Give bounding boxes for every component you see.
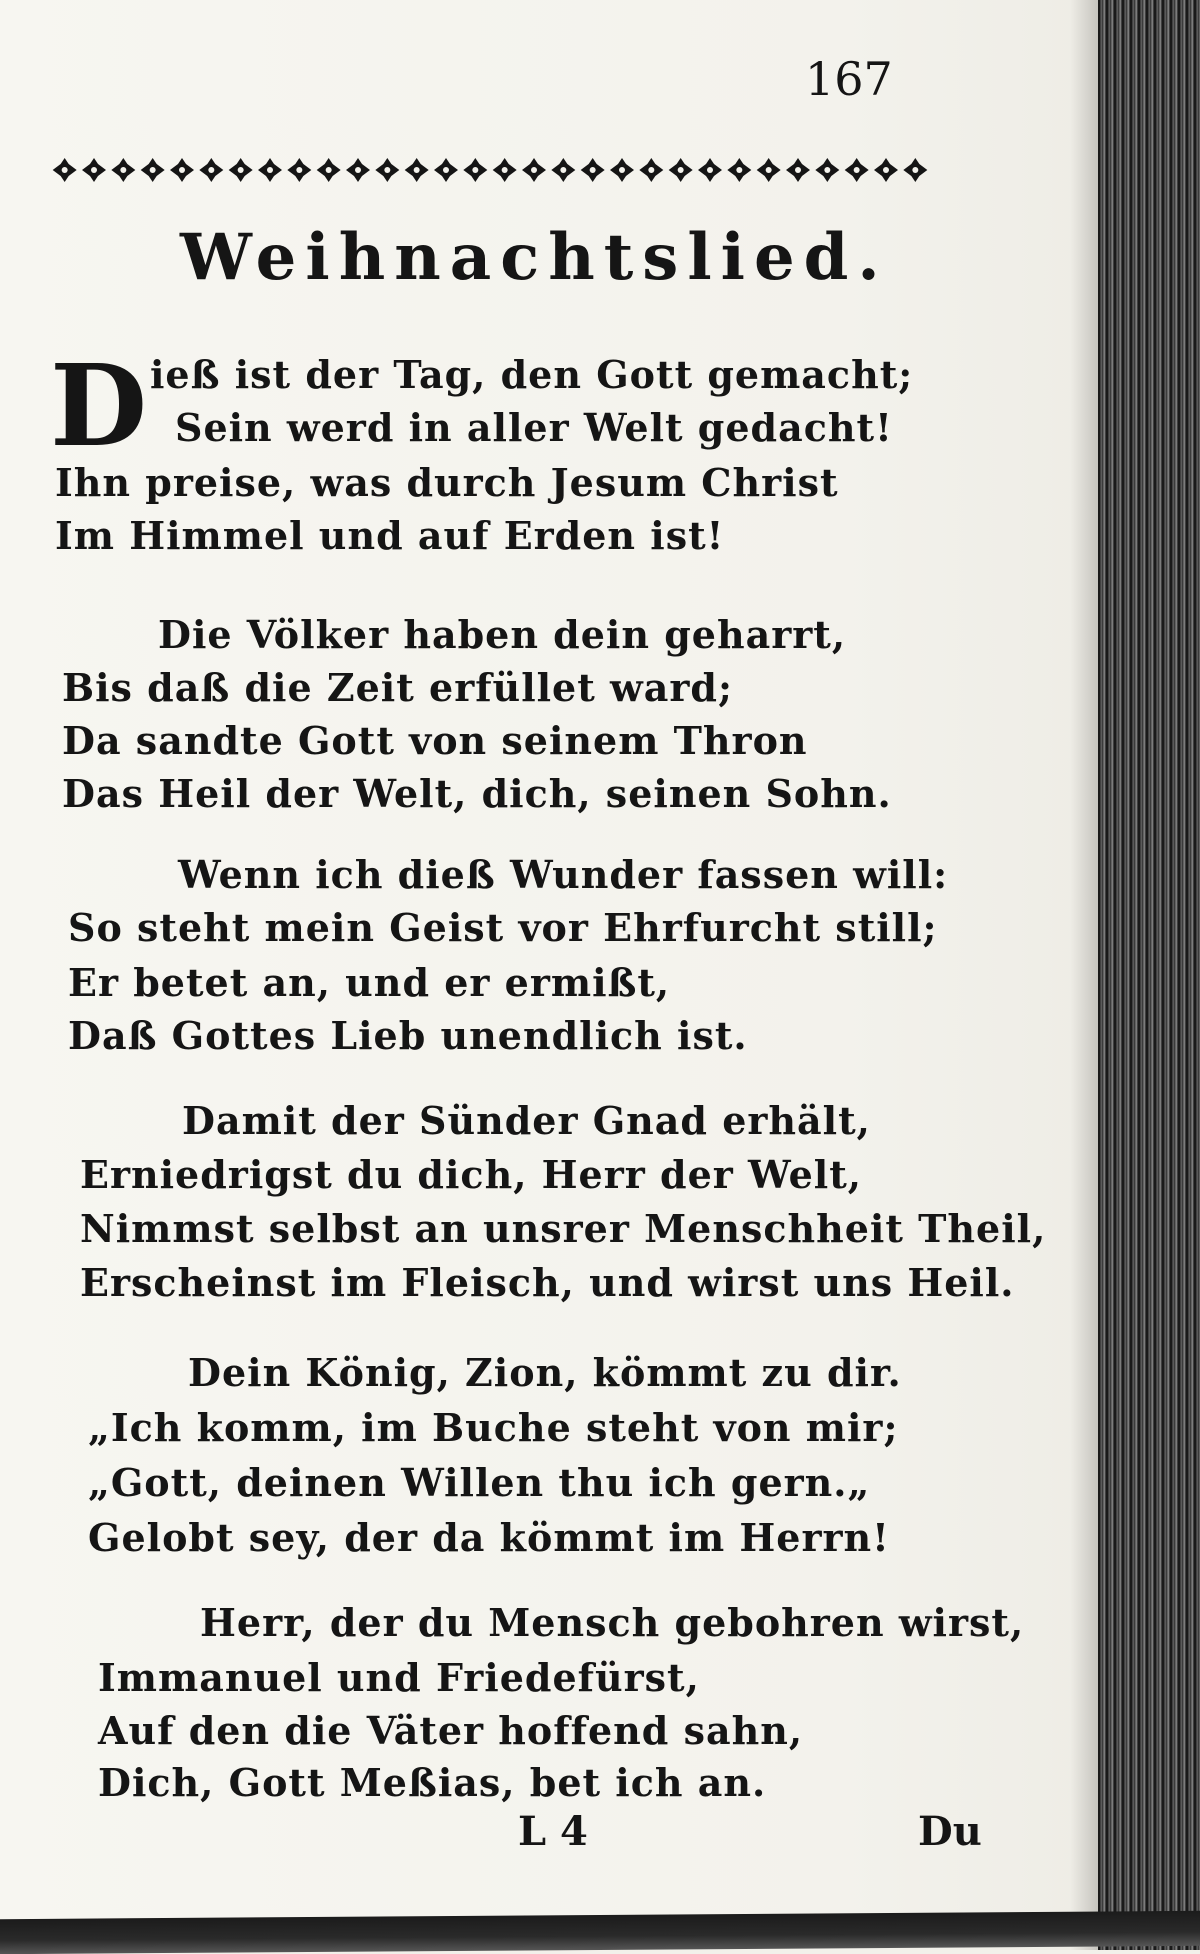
stanza-4-line-4: Erscheinst im Fleisch, und wirst uns Heil. <box>80 1260 1015 1305</box>
stanza-5-line-1: Dein König, Zion, kömmt zu dir. <box>188 1350 902 1395</box>
page-number: 167 <box>805 52 893 106</box>
ornament-dot <box>267 167 273 173</box>
ornament-dot <box>502 167 508 173</box>
stanza-2-line-2: Bis daß die Zeit erfüllet ward; <box>62 665 733 710</box>
ornament-dot <box>62 167 68 173</box>
ornament-dot <box>238 167 244 173</box>
ornament-dot <box>824 167 830 173</box>
stanza-5-line-4: Gelobt sey, der da kömmt im Herrn! <box>88 1515 890 1560</box>
book-bottom-edge <box>0 1911 1200 1954</box>
ornament-dot <box>766 167 772 173</box>
ornament-dot <box>531 167 537 173</box>
ornament-dot <box>120 167 126 173</box>
drop-cap: D <box>50 341 148 472</box>
ornament-dot <box>208 167 214 173</box>
ornament-dot <box>648 167 654 173</box>
drop-cap-remainder: ieß ist der Tag, den Gott gemacht; <box>150 352 914 397</box>
stanza-5-line-2: „Ich komm, im Buche steht von mir; <box>88 1405 899 1450</box>
ornament-dot <box>472 167 478 173</box>
stanza-4-line-3: Nimmst selbst an unsrer Menschheit Theil, <box>80 1206 1047 1251</box>
ornament-dot <box>384 167 390 173</box>
printer-signature-mark: L 4 <box>518 1808 588 1855</box>
stanza-4-line-2: Erniedrigst du dich, Herr der Welt, <box>80 1152 862 1197</box>
ornament-dot <box>912 167 918 173</box>
ornament-dot <box>590 167 596 173</box>
ornament-dot <box>854 167 860 173</box>
stanza-3-line-3: Er betet an, und er ermißt, <box>68 960 671 1005</box>
ornament-dot <box>179 167 185 173</box>
ornament-dot <box>296 167 302 173</box>
ornament-dot <box>414 167 420 173</box>
ornament-dot <box>443 167 449 173</box>
ornament-dot <box>883 167 889 173</box>
ornament-rule <box>50 150 930 190</box>
ornament-dot <box>326 167 332 173</box>
page-edge-shadow <box>1070 0 1100 1950</box>
stanza-3-line-1: Wenn ich dieß Wunder fassen will: <box>178 852 949 897</box>
poem-title: Weihnachtslied. <box>180 220 889 295</box>
stanza-6-line-1: Herr, der du Mensch gebohren wirst, <box>200 1600 1025 1645</box>
stanza-6-line-3: Auf den die Väter hoffend sahn, <box>98 1708 804 1753</box>
ornament-dot <box>560 167 566 173</box>
ornament-dot <box>150 167 156 173</box>
ornament-dot <box>707 167 713 173</box>
stanza-5-line-3: „Gott, deinen Willen thu ich gern.„ <box>88 1460 871 1505</box>
stanza-6-line-4: Dich, Gott Meßias, bet ich an. <box>98 1760 767 1805</box>
stanza-1-line-4: Im Himmel und auf Erden ist! <box>55 513 725 558</box>
stanza-2-line-3: Da sandte Gott von seinem Thron <box>62 718 808 763</box>
ornament-dot <box>736 167 742 173</box>
ornament-dot <box>678 167 684 173</box>
catchword: Du <box>918 1808 982 1855</box>
stanza-3-line-2: So steht mein Geist vor Ehrfurcht still; <box>68 905 938 950</box>
stanza-1-line-2: Sein werd in aller Welt gedacht! <box>175 405 893 450</box>
stanza-1-line-1 <box>150 352 913 397</box>
stanza-4-line-1: Damit der Sünder Gnad erhält, <box>182 1098 871 1143</box>
ornament-dot <box>91 167 97 173</box>
ornament-dot <box>355 167 361 173</box>
stanza-1-line-3: Ihn preise, was durch Jesum Christ <box>55 460 839 505</box>
stanza-2-line-1: Die Völker haben dein geharrt, <box>158 612 847 657</box>
book-fore-edge <box>1098 0 1200 1950</box>
stanza-3-line-4: Daß Gottes Lieb unendlich ist. <box>68 1013 748 1058</box>
stanza-6-line-2: Immanuel und Friedefürst, <box>98 1655 700 1700</box>
ornament-dot <box>619 167 625 173</box>
stanza-2-line-4: Das Heil der Welt, dich, seinen Sohn. <box>62 771 892 816</box>
ornament-dot <box>795 167 801 173</box>
